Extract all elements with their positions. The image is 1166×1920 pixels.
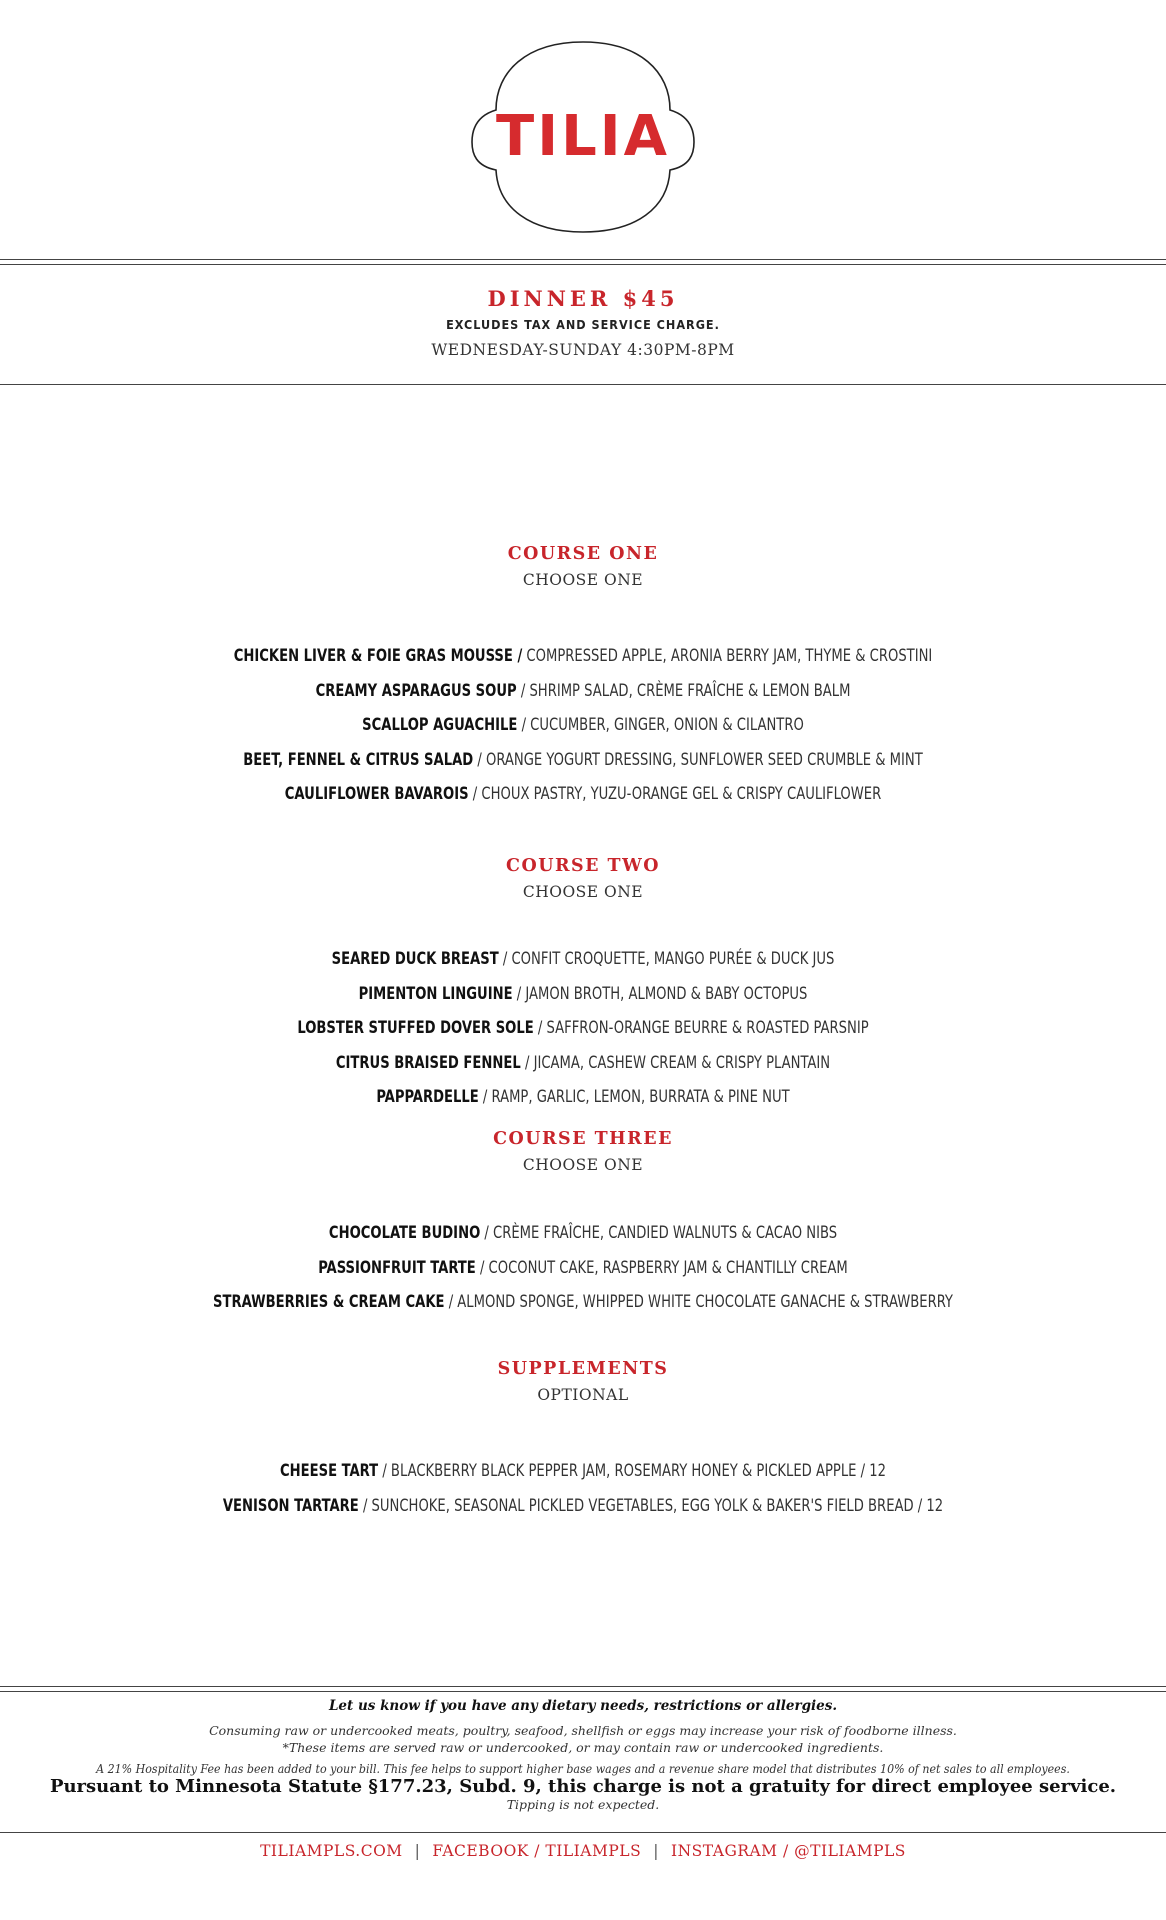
menu-item xyxy=(82,1454,1085,1489)
menu-item xyxy=(82,639,1085,674)
item-name: CHEESE TART xyxy=(279,1461,379,1481)
menu-item xyxy=(82,1285,1085,1320)
supplements-subtitle: OPTIONAL xyxy=(537,1386,629,1404)
footer-notes xyxy=(0,1698,1166,1813)
menu-item xyxy=(82,1046,1085,1081)
divider-footer-1 xyxy=(0,1686,1166,1687)
course-one-heading xyxy=(0,544,1166,589)
item-description: / BLACKBERRY BLACK PEPPER JAM, ROSEMARY HONEY & PICKLED APPLE / 12 xyxy=(378,1461,887,1481)
logo-area xyxy=(0,38,1166,236)
item-description: / SHRIMP SALAD, CRÈME FRAÎCHE & LEMON BALM xyxy=(516,680,851,701)
item-name: BEET, FENNEL & CITRUS SALAD xyxy=(243,749,474,770)
menu-item xyxy=(82,743,1085,778)
item-description: / CRÈME FRAÎCHE, CANDIED WALNUTS & CACAO NIBS xyxy=(480,1223,838,1243)
divider-footer-2 xyxy=(0,1691,1166,1692)
course-three-heading xyxy=(0,1129,1166,1174)
menu-item xyxy=(82,1251,1085,1286)
item-description: / ORANGE YOGURT DRESSING, SUNFLOWER SEED CRUMBLE & MINT xyxy=(473,749,923,770)
menu-item xyxy=(82,708,1085,743)
item-description: / COCONUT CAKE, RASPBERRY JAM & CHANTILLY CREAM xyxy=(475,1257,848,1278)
instagram-link[interactable]: INSTAGRAM / @TILIAMPLS xyxy=(670,1842,906,1860)
item-description: / SUNCHOKE, SEASONAL PICKLED VEGETABLES, EGG YOLK & BAKER'S FIELD BREAD / 12 xyxy=(358,1495,944,1516)
course-two-list xyxy=(0,942,1166,1115)
facebook-link[interactable]: FACEBOOK / TILIAMPLS xyxy=(432,1842,642,1860)
item-description: / CONFIT CROQUETTE, MANGO PURÉE & DUCK JUS xyxy=(498,949,835,969)
item-name: PASSIONFRUIT TARTE xyxy=(318,1257,476,1278)
course-two-subtitle: CHOOSE ONE xyxy=(522,883,644,901)
supplements-list xyxy=(0,1454,1166,1523)
dinner-price-title: DINNER $45 xyxy=(487,286,679,311)
menu-item xyxy=(82,942,1085,977)
social-links xyxy=(0,1842,1166,1860)
menu-item xyxy=(82,1489,1085,1524)
tipping-note: Tipping is not expected. xyxy=(506,1797,660,1812)
excludes-note: EXCLUDES TAX AND SERVICE CHARGE. xyxy=(446,317,720,332)
service-hours: WEDNESDAY-SUNDAY 4:30PM-8PM xyxy=(431,341,735,359)
tilia-logo xyxy=(468,38,698,236)
website-link[interactable]: TILIAMPLS.COM xyxy=(260,1842,403,1860)
item-name: LOBSTER STUFFED DOVER SOLE xyxy=(297,1018,534,1038)
menu-item xyxy=(82,1011,1085,1046)
item-description: / JAMON BROTH, ALMOND & BABY OCTOPUS xyxy=(512,983,808,1004)
item-description: COMPRESSED APPLE, ARONIA BERRY JAM, THYME & CROSTINI xyxy=(522,646,933,666)
item-name: CREAMY ASPARAGUS SOUP xyxy=(315,680,517,701)
course-two-heading xyxy=(0,856,1166,901)
course-one-subtitle: CHOOSE ONE xyxy=(522,571,644,589)
menu-item xyxy=(82,1216,1085,1251)
item-description: / CUCUMBER, GINGER, ONION & CILANTRO xyxy=(517,715,804,735)
item-name: VENISON TARTARE xyxy=(222,1495,359,1516)
course-one-title: COURSE ONE xyxy=(507,544,659,564)
course-three-title: COURSE THREE xyxy=(493,1129,673,1149)
dietary-note: Let us know if you have any dietary needs, restrictions or allergies. xyxy=(328,1698,838,1714)
course-two-title: COURSE TWO xyxy=(506,856,660,876)
menu-item xyxy=(82,1080,1085,1115)
item-name: SCALLOP AGUACHILE xyxy=(362,715,518,735)
raw-items-note: *These items are served raw or undercooked, or may contain raw or undercooked ingredients. xyxy=(282,1740,884,1755)
divider-header-bottom xyxy=(0,384,1166,385)
item-name: CHICKEN LIVER & FOIE GRAS MOUSSE / xyxy=(233,646,523,666)
divider-top-2 xyxy=(0,264,1166,265)
item-name: SEARED DUCK BREAST xyxy=(331,949,499,969)
menu-header xyxy=(0,286,1166,359)
item-name: PIMENTON LINGUINE xyxy=(358,983,513,1004)
course-one-list xyxy=(0,639,1166,812)
divider-top-1 xyxy=(0,259,1166,260)
item-name: CAULIFLOWER BAVAROIS xyxy=(284,784,469,804)
supplements-heading xyxy=(0,1359,1166,1404)
item-name: PAPPARDELLE xyxy=(376,1087,479,1107)
course-three-list xyxy=(0,1216,1166,1320)
item-name: STRAWBERRIES & CREAM CAKE xyxy=(213,1292,445,1312)
item-description: / SAFFRON-ORANGE BEURRE & ROASTED PARSNIP xyxy=(533,1018,869,1038)
statute-note: Pursuant to Minnesota Statute §177.23, Subd. 9, this charge is not a gratuity for direct employee service. xyxy=(49,1776,1117,1797)
logo-wordmark: TILIA xyxy=(496,104,670,169)
supplements-title: SUPPLEMENTS xyxy=(497,1359,669,1379)
link-separator: | xyxy=(414,1842,421,1860)
item-name: CITRUS BRAISED FENNEL xyxy=(335,1052,521,1073)
raw-food-warning: Consuming raw or undercooked meats, poultry, seafood, shellfish or eggs may increase your risk of foodborne illness. xyxy=(209,1723,957,1738)
item-description: / ALMOND SPONGE, WHIPPED WHITE CHOCOLATE GANACHE & STRAWBERRY xyxy=(444,1292,953,1312)
hospitality-fee-note: A 21% Hospitality Fee has been added to your bill. This fee helps to support higher base wages and a revenue share model that distributes 10% of net sales to all employees. xyxy=(96,1762,1070,1776)
menu-item xyxy=(82,674,1085,709)
menu-item xyxy=(82,977,1085,1012)
divider-links xyxy=(0,1832,1166,1833)
item-description: / CHOUX PASTRY, YUZU-ORANGE GEL & CRISPY CAULIFLOWER xyxy=(468,784,882,804)
item-description: / RAMP, GARLIC, LEMON, BURRATA & PINE NUT xyxy=(478,1087,790,1107)
link-separator: | xyxy=(653,1842,659,1860)
item-description: / JICAMA, CASHEW CREAM & CRISPY PLANTAIN xyxy=(520,1052,831,1073)
course-three-subtitle: CHOOSE ONE xyxy=(522,1156,644,1174)
item-name: CHOCOLATE BUDINO xyxy=(328,1223,481,1243)
menu-item xyxy=(82,777,1085,812)
